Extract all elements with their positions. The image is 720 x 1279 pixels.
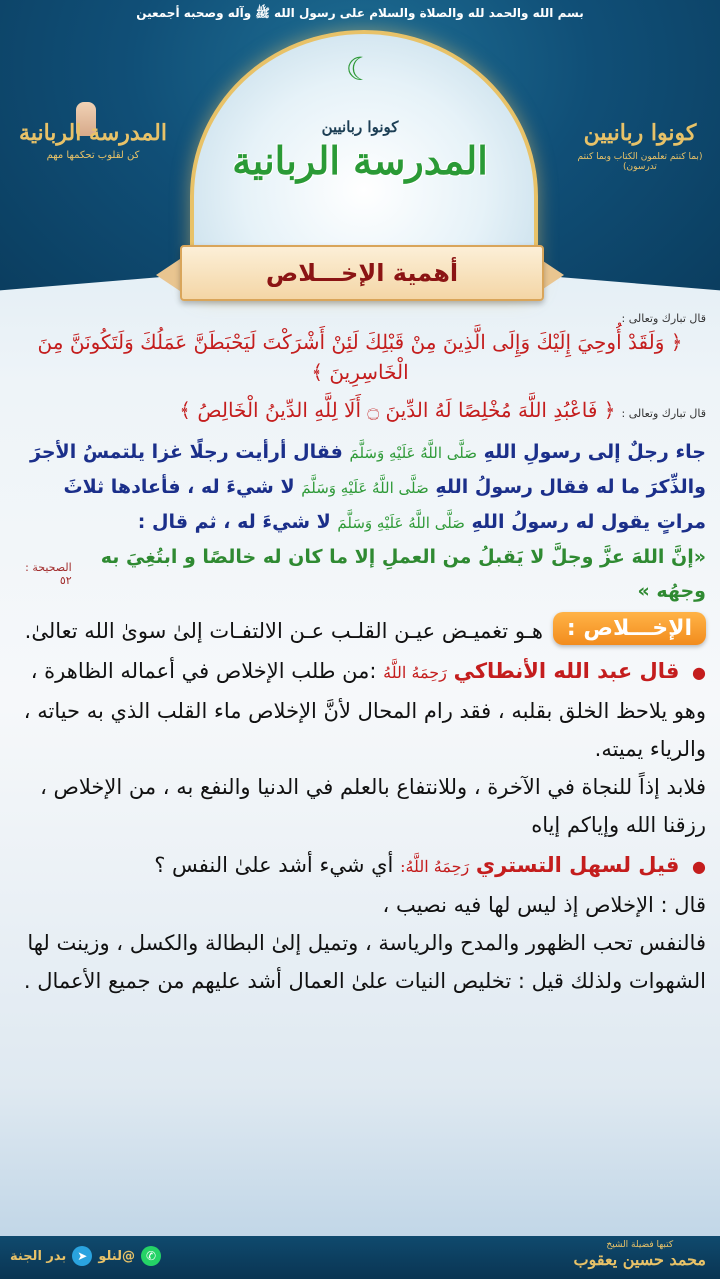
definition-text: هـو تغميـض عيـن القلـب عـن الالتفـات إلىٰ سوىٰ الله تعالىٰ. <box>24 619 543 643</box>
crescent-moon-icon: ☾ <box>345 50 375 88</box>
quote1-text2: فلابد إذاً للنجاة في الآخرة ، وللانتفاع بالعلم في الدنيا والنفع به ، من الإخلاص ، رزقنا الله وإياكم إياه <box>40 775 706 837</box>
hadith-quote-row <box>14 540 706 608</box>
quote1-text: :من طلب الإخلاص في أعماله الظاهرة ، وهو يلاحظ الخلق بقلبه ، فقد رام المحال لأنَّ الإخلاص ماء القلب الذي به حياته ، والرياء يميته. <box>23 659 706 761</box>
quote1-speaker: قال عبد الله الأنطاكي <box>453 659 680 683</box>
quote1-block <box>14 652 706 768</box>
definition-row <box>14 612 706 650</box>
footer-handle[interactable]: @لنلو <box>98 1248 135 1264</box>
quote2-speaker: قيل لسهل التستري <box>475 853 680 877</box>
hadith-part3: لا شيءَ له ، فأعادها ثلاثَ مراتٍ يقول له رسولُ اللهِ <box>63 476 706 533</box>
logo-title: المدرسة الربانية <box>232 138 488 183</box>
telegram-icon[interactable]: ➤ <box>72 1246 92 1266</box>
title-banner <box>180 245 544 301</box>
salla-text-1: صَلَّى اللَّهُ عَلَيْهِ وَسَلَّمَ <box>349 444 477 462</box>
right-emblem-title: كونوا ربانيين <box>583 120 697 146</box>
footer-handle2[interactable]: بدر الجنة <box>10 1248 67 1264</box>
whatsapp-icon[interactable]: ✆ <box>141 1246 161 1266</box>
hadith-part1: جاء رجلٌ إلى رسولِ اللهِ <box>483 441 706 463</box>
verse2-row <box>14 395 706 425</box>
page-title: أهمية الإخـــلاص <box>265 259 459 287</box>
verse1-label: قال تبارك وتعالى : <box>621 312 706 325</box>
quote2-question: أي شيء أشد علىٰ النفس ؟ <box>154 853 394 877</box>
left-emblem-subtitle: كن لقلوب تحكمها مهم <box>46 150 140 161</box>
hadith-part4: لا شيءَ له ، ثم قال : <box>137 511 331 533</box>
hadith-source: الصحيحة : ٥٢ <box>25 561 72 587</box>
credit-name: محمد حسين يعقوب <box>573 1250 706 1269</box>
right-emblem <box>560 120 720 172</box>
footer <box>0 1236 720 1279</box>
left-emblem-title: المدرسة الربانية <box>19 120 167 146</box>
right-emblem-subtitle: (بما كنتم تعلمون الكتاب وبما كنتم تدرسون) <box>577 152 703 172</box>
quote2-answer: قال : الإخلاص إذ ليس لها فيه نصيب ، <box>382 893 706 917</box>
credit-caption: كتبها فضيلة الشيخ <box>606 1240 674 1250</box>
ikhlas-badge: الإخـــلاص : <box>553 612 706 645</box>
bullet-icon: ● <box>692 857 706 876</box>
verse1-text: ﴿ وَلَقَدْ أُوحِيَ إِلَيْكَ وَإِلَى الَّذِينَ مِنْ قَبْلِكَ لَئِنْ أَشْرَكْتَ لَيَحْبَطَنَّ عَمَلُكَ وَلَتَكُونَنَّ مِنَ الْخَاسِرِينَ ﴾ <box>37 330 683 384</box>
left-emblem <box>8 120 178 161</box>
content <box>14 312 706 1000</box>
quote2-block <box>14 846 706 886</box>
verse2-label: قال تبارك وتعالى : <box>621 407 706 420</box>
hadith-part2: فقال أرأيت رجلًا غزا يلتمسُ الأجرَ والذِّكرَ ما له فقال رسولُ اللهِ <box>30 441 706 498</box>
quote2-text: فالنفس تحب الظهور والمدح والرياسة ، وتميل إلىٰ البطالة والكسل ، وزينت لها الشهوات ولذلك قيل : تخليص النيات علىٰ العمال أشد عليهم من جميع الأعمال . <box>23 931 706 993</box>
quote1-rahimahu: رَحِمَهُ اللَّهُ <box>383 663 447 682</box>
logo-subtitle: كونوا ربانيين <box>321 118 399 136</box>
salla-text-3: صَلَّى اللَّهُ عَلَيْهِ وَسَلَّمَ <box>337 514 465 532</box>
footer-credit <box>574 1240 706 1269</box>
footer-social <box>10 1246 161 1266</box>
quote2-rahimahu: رَحِمَهُ اللَّهُ: <box>400 857 470 876</box>
verse2-text: ﴿ فَاعْبُدِ اللَّهَ مُخْلِصًا لَهُ الدِّينَ ۝ أَلَا لِلَّهِ الدِّينُ الْخَالِصُ ﴾ <box>179 398 616 422</box>
hadith-text <box>14 435 706 540</box>
hadith-quote: «إنَّ اللهَ عزَّ وجلَّ لا يَقبلُ من العملِ إلا ما كان له خالصًا و ابتُغِيَ به وجهُه » <box>100 546 706 602</box>
salla-text-2: صَلَّى اللَّهُ عَلَيْهِ وَسَلَّمَ <box>301 479 429 497</box>
bullet-icon: ● <box>692 663 706 682</box>
bismillah-text: بسم الله والحمد لله والصلاة والسلام على رسول الله ﷺ وآله وصحبه أجمعين <box>136 6 584 20</box>
